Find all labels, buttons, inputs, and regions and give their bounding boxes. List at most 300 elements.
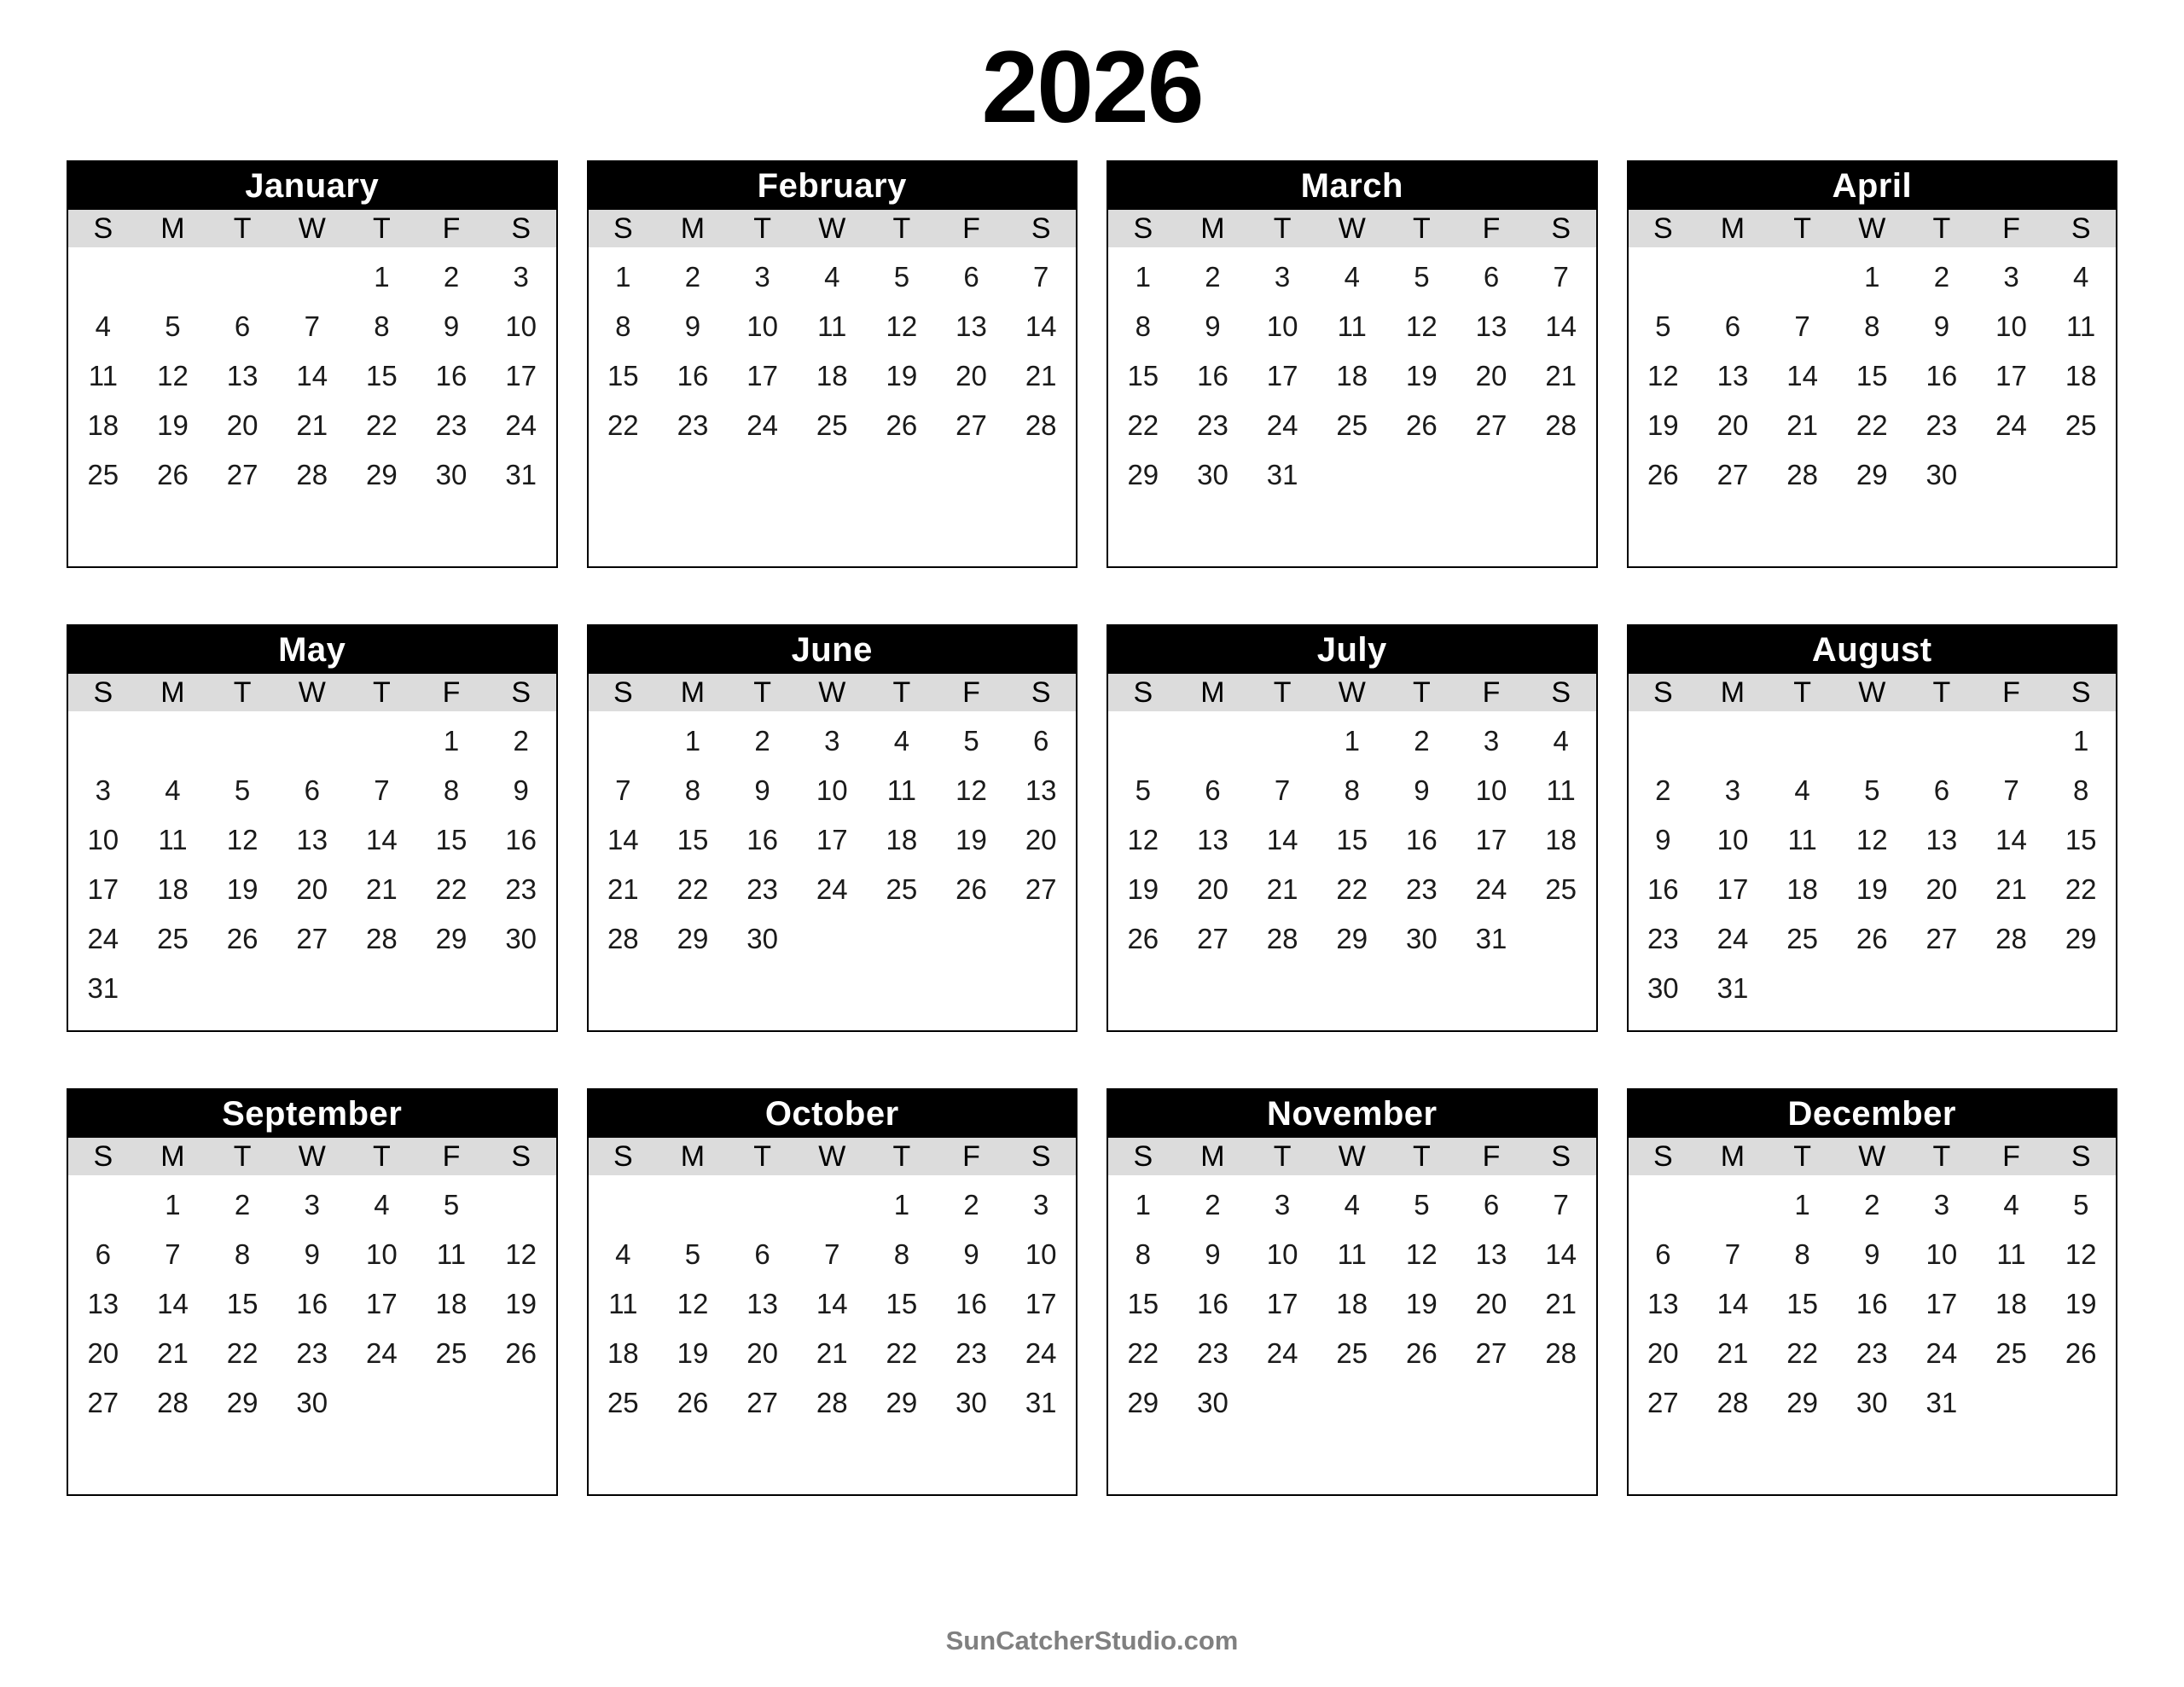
day-cell[interactable]: 30 bbox=[435, 459, 468, 490]
day-cell[interactable]: 18 bbox=[1545, 824, 1577, 855]
day-cell[interactable]: 22 bbox=[366, 409, 398, 441]
day-cell[interactable]: 14 bbox=[157, 1288, 189, 1319]
day-cell[interactable]: 11 bbox=[158, 824, 188, 855]
day-cell[interactable]: 16 bbox=[1647, 873, 1679, 905]
day-cell[interactable]: 27 bbox=[226, 459, 258, 490]
day-cell[interactable]: 19 bbox=[505, 1288, 537, 1319]
day-cell[interactable]: 28 bbox=[1025, 409, 1057, 441]
day-cell[interactable]: 21 bbox=[607, 873, 639, 905]
day-cell[interactable]: 18 bbox=[1336, 360, 1368, 391]
day-cell[interactable]: 11 bbox=[88, 360, 118, 391]
day-cell[interactable]: 14 bbox=[1545, 1238, 1577, 1270]
day-cell[interactable]: 15 bbox=[1856, 360, 1888, 391]
day-cell[interactable]: 20 bbox=[1716, 409, 1749, 441]
day-cell[interactable]: 12 bbox=[2065, 1238, 2097, 1270]
day-cell[interactable]: 19 bbox=[886, 360, 918, 391]
day-cell[interactable]: 2 bbox=[1205, 1189, 1221, 1220]
day-cell[interactable]: 25 bbox=[1336, 409, 1368, 441]
day-cell[interactable]: 24 bbox=[1266, 1337, 1298, 1369]
day-cell[interactable]: 3 bbox=[1483, 725, 1500, 757]
day-cell[interactable]: 29 bbox=[886, 1387, 918, 1418]
day-cell[interactable]: 14 bbox=[1266, 824, 1298, 855]
day-cell[interactable]: 24 bbox=[1475, 873, 1507, 905]
day-cell[interactable]: 12 bbox=[1856, 824, 1888, 855]
day-cell[interactable]: 4 bbox=[1794, 774, 1810, 806]
day-cell[interactable]: 18 bbox=[2065, 360, 2097, 391]
day-cell[interactable]: 7 bbox=[165, 1238, 181, 1270]
day-cell[interactable]: 25 bbox=[87, 459, 119, 490]
day-cell[interactable]: 11 bbox=[436, 1238, 467, 1270]
day-cell[interactable]: 16 bbox=[1926, 360, 1958, 391]
day-cell[interactable]: 1 bbox=[1344, 725, 1360, 757]
day-cell[interactable]: 22 bbox=[607, 409, 639, 441]
day-cell[interactable]: 17 bbox=[366, 1288, 398, 1319]
day-cell[interactable]: 1 bbox=[443, 725, 460, 757]
day-cell[interactable]: 17 bbox=[1926, 1288, 1958, 1319]
day-cell[interactable]: 3 bbox=[824, 725, 840, 757]
day-cell[interactable]: 27 bbox=[1716, 459, 1749, 490]
day-cell[interactable]: 8 bbox=[684, 774, 701, 806]
day-cell[interactable]: 11 bbox=[1787, 824, 1817, 855]
day-cell[interactable]: 23 bbox=[435, 409, 468, 441]
day-cell[interactable]: 29 bbox=[1127, 459, 1159, 490]
day-cell[interactable]: 25 bbox=[816, 409, 848, 441]
day-cell[interactable]: 18 bbox=[435, 1288, 468, 1319]
day-cell[interactable]: 1 bbox=[1864, 261, 1880, 293]
day-cell[interactable]: 5 bbox=[165, 310, 181, 342]
day-cell[interactable]: 29 bbox=[1336, 923, 1368, 954]
day-cell[interactable]: 24 bbox=[87, 923, 119, 954]
day-cell[interactable]: 16 bbox=[746, 824, 778, 855]
day-cell[interactable]: 19 bbox=[1406, 360, 1438, 391]
day-cell[interactable]: 24 bbox=[816, 873, 848, 905]
day-cell[interactable]: 12 bbox=[1406, 310, 1438, 342]
day-cell[interactable]: 24 bbox=[1716, 923, 1749, 954]
day-cell[interactable]: 10 bbox=[1926, 1238, 1958, 1270]
day-cell[interactable]: 12 bbox=[956, 774, 987, 806]
day-cell[interactable]: 19 bbox=[677, 1337, 709, 1369]
day-cell[interactable]: 26 bbox=[677, 1387, 709, 1418]
day-cell[interactable]: 25 bbox=[1336, 1337, 1368, 1369]
day-cell[interactable]: 1 bbox=[2072, 725, 2089, 757]
day-cell[interactable]: 17 bbox=[1266, 1288, 1298, 1319]
day-cell[interactable]: 4 bbox=[1344, 1189, 1360, 1220]
day-cell[interactable]: 24 bbox=[1266, 409, 1298, 441]
day-cell[interactable]: 13 bbox=[1647, 1288, 1679, 1319]
day-cell[interactable]: 10 bbox=[1025, 1238, 1057, 1270]
day-cell[interactable]: 27 bbox=[296, 923, 328, 954]
day-cell[interactable]: 9 bbox=[443, 310, 460, 342]
day-cell[interactable]: 23 bbox=[1406, 873, 1438, 905]
day-cell[interactable]: 26 bbox=[157, 459, 189, 490]
day-cell[interactable]: 6 bbox=[95, 1238, 111, 1270]
day-cell[interactable]: 9 bbox=[1864, 1238, 1880, 1270]
day-cell[interactable]: 19 bbox=[2065, 1288, 2097, 1319]
day-cell[interactable]: 30 bbox=[746, 923, 778, 954]
day-cell[interactable]: 3 bbox=[754, 261, 770, 293]
day-cell[interactable]: 5 bbox=[684, 1238, 701, 1270]
day-cell[interactable]: 26 bbox=[1127, 923, 1159, 954]
day-cell[interactable]: 5 bbox=[1414, 1189, 1430, 1220]
day-cell[interactable]: 14 bbox=[1995, 824, 2027, 855]
day-cell[interactable]: 17 bbox=[816, 824, 848, 855]
day-cell[interactable]: 14 bbox=[296, 360, 328, 391]
day-cell[interactable]: 6 bbox=[963, 261, 979, 293]
day-cell[interactable]: 19 bbox=[157, 409, 189, 441]
day-cell[interactable]: 18 bbox=[1995, 1288, 2027, 1319]
day-cell[interactable]: 27 bbox=[1475, 409, 1507, 441]
day-cell[interactable]: 24 bbox=[366, 1337, 398, 1369]
day-cell[interactable]: 23 bbox=[296, 1337, 328, 1369]
day-cell[interactable]: 26 bbox=[505, 1337, 537, 1369]
day-cell[interactable]: 1 bbox=[1135, 261, 1151, 293]
day-cell[interactable]: 29 bbox=[677, 923, 709, 954]
day-cell[interactable]: 17 bbox=[87, 873, 119, 905]
day-cell[interactable]: 13 bbox=[1475, 1238, 1507, 1270]
day-cell[interactable]: 6 bbox=[1483, 261, 1500, 293]
day-cell[interactable]: 2 bbox=[754, 725, 770, 757]
day-cell[interactable]: 6 bbox=[1655, 1238, 1671, 1270]
day-cell[interactable]: 20 bbox=[226, 409, 258, 441]
day-cell[interactable]: 2 bbox=[513, 725, 529, 757]
day-cell[interactable]: 3 bbox=[1274, 1189, 1291, 1220]
day-cell[interactable]: 28 bbox=[1545, 1337, 1577, 1369]
day-cell[interactable]: 1 bbox=[165, 1189, 181, 1220]
day-cell[interactable]: 28 bbox=[816, 1387, 848, 1418]
day-cell[interactable]: 1 bbox=[374, 261, 390, 293]
day-cell[interactable]: 15 bbox=[435, 824, 468, 855]
day-cell[interactable]: 4 bbox=[1344, 261, 1360, 293]
day-cell[interactable]: 17 bbox=[1995, 360, 2027, 391]
day-cell[interactable]: 1 bbox=[684, 725, 701, 757]
day-cell[interactable]: 9 bbox=[1933, 310, 1950, 342]
day-cell[interactable]: 10 bbox=[87, 824, 119, 855]
day-cell[interactable]: 28 bbox=[366, 923, 398, 954]
day-cell[interactable]: 17 bbox=[746, 360, 778, 391]
day-cell[interactable]: 21 bbox=[296, 409, 328, 441]
day-cell[interactable]: 15 bbox=[1127, 1288, 1159, 1319]
day-cell[interactable]: 29 bbox=[226, 1387, 258, 1418]
day-cell[interactable]: 26 bbox=[2065, 1337, 2097, 1369]
day-cell[interactable]: 21 bbox=[1716, 1337, 1749, 1369]
day-cell[interactable]: 6 bbox=[304, 774, 320, 806]
day-cell[interactable]: 28 bbox=[1786, 459, 1818, 490]
day-cell[interactable]: 27 bbox=[1475, 1337, 1507, 1369]
day-cell[interactable]: 11 bbox=[2066, 310, 2096, 342]
day-cell[interactable]: 8 bbox=[893, 1238, 910, 1270]
day-cell[interactable]: 3 bbox=[2003, 261, 2019, 293]
day-cell[interactable]: 18 bbox=[607, 1337, 639, 1369]
day-cell[interactable]: 5 bbox=[234, 774, 251, 806]
day-cell[interactable]: 13 bbox=[1926, 824, 1958, 855]
day-cell[interactable]: 16 bbox=[1856, 1288, 1888, 1319]
day-cell[interactable]: 27 bbox=[1926, 923, 1958, 954]
day-cell[interactable]: 30 bbox=[1856, 1387, 1888, 1418]
day-cell[interactable]: 29 bbox=[2065, 923, 2097, 954]
day-cell[interactable]: 30 bbox=[1197, 459, 1228, 490]
day-cell[interactable]: 30 bbox=[956, 1387, 987, 1418]
day-cell[interactable]: 18 bbox=[1786, 873, 1818, 905]
day-cell[interactable]: 16 bbox=[1197, 360, 1228, 391]
day-cell[interactable]: 26 bbox=[1856, 923, 1888, 954]
day-cell[interactable]: 15 bbox=[607, 360, 639, 391]
day-cell[interactable]: 13 bbox=[1475, 310, 1507, 342]
day-cell[interactable]: 11 bbox=[886, 774, 917, 806]
day-cell[interactable]: 7 bbox=[1032, 261, 1049, 293]
day-cell[interactable]: 14 bbox=[607, 824, 639, 855]
day-cell[interactable]: 14 bbox=[1716, 1288, 1749, 1319]
day-cell[interactable]: 2 bbox=[1655, 774, 1671, 806]
day-cell[interactable]: 22 bbox=[677, 873, 709, 905]
day-cell[interactable]: 13 bbox=[87, 1288, 119, 1319]
day-cell[interactable]: 19 bbox=[956, 824, 987, 855]
day-cell[interactable]: 7 bbox=[1724, 1238, 1741, 1270]
day-cell[interactable]: 23 bbox=[1856, 1337, 1888, 1369]
day-cell[interactable]: 13 bbox=[956, 310, 987, 342]
day-cell[interactable]: 9 bbox=[1655, 824, 1671, 855]
day-cell[interactable]: 1 bbox=[893, 1189, 910, 1220]
day-cell[interactable]: 9 bbox=[1414, 774, 1430, 806]
day-cell[interactable]: 21 bbox=[1545, 1288, 1577, 1319]
day-cell[interactable]: 5 bbox=[1135, 774, 1151, 806]
day-cell[interactable]: 20 bbox=[1926, 873, 1958, 905]
day-cell[interactable]: 21 bbox=[1995, 873, 2027, 905]
day-cell[interactable]: 28 bbox=[607, 923, 639, 954]
day-cell[interactable]: 6 bbox=[754, 1238, 770, 1270]
day-cell[interactable]: 31 bbox=[1926, 1387, 1958, 1418]
day-cell[interactable]: 12 bbox=[505, 1238, 537, 1270]
day-cell[interactable]: 19 bbox=[1856, 873, 1888, 905]
day-cell[interactable]: 10 bbox=[1475, 774, 1507, 806]
day-cell[interactable]: 4 bbox=[1553, 725, 1569, 757]
day-cell[interactable]: 16 bbox=[956, 1288, 987, 1319]
day-cell[interactable]: 5 bbox=[443, 1189, 460, 1220]
day-cell[interactable]: 24 bbox=[1926, 1337, 1958, 1369]
day-cell[interactable]: 23 bbox=[746, 873, 778, 905]
day-cell[interactable]: 4 bbox=[165, 774, 181, 806]
day-cell[interactable]: 9 bbox=[1205, 1238, 1221, 1270]
day-cell[interactable]: 13 bbox=[296, 824, 328, 855]
day-cell[interactable]: 30 bbox=[1406, 923, 1438, 954]
day-cell[interactable]: 22 bbox=[1127, 1337, 1159, 1369]
day-cell[interactable]: 7 bbox=[2003, 774, 2019, 806]
day-cell[interactable]: 24 bbox=[1025, 1337, 1057, 1369]
day-cell[interactable]: 11 bbox=[608, 1288, 638, 1319]
day-cell[interactable]: 6 bbox=[234, 310, 251, 342]
day-cell[interactable]: 9 bbox=[754, 774, 770, 806]
day-cell[interactable]: 5 bbox=[1655, 310, 1671, 342]
day-cell[interactable]: 7 bbox=[374, 774, 390, 806]
day-cell[interactable]: 10 bbox=[1716, 824, 1749, 855]
day-cell[interactable]: 7 bbox=[304, 310, 320, 342]
day-cell[interactable]: 25 bbox=[2065, 409, 2097, 441]
day-cell[interactable]: 31 bbox=[505, 459, 537, 490]
day-cell[interactable]: 8 bbox=[2072, 774, 2089, 806]
day-cell[interactable]: 22 bbox=[1336, 873, 1368, 905]
day-cell[interactable]: 18 bbox=[816, 360, 848, 391]
day-cell[interactable]: 22 bbox=[886, 1337, 918, 1369]
day-cell[interactable]: 5 bbox=[963, 725, 979, 757]
day-cell[interactable]: 6 bbox=[1483, 1189, 1500, 1220]
day-cell[interactable]: 31 bbox=[1716, 972, 1749, 1004]
day-cell[interactable]: 7 bbox=[1794, 310, 1810, 342]
day-cell[interactable]: 24 bbox=[746, 409, 778, 441]
day-cell[interactable]: 5 bbox=[1414, 261, 1430, 293]
day-cell[interactable]: 23 bbox=[1197, 409, 1228, 441]
day-cell[interactable]: 30 bbox=[505, 923, 537, 954]
day-cell[interactable]: 20 bbox=[1025, 824, 1057, 855]
day-cell[interactable]: 11 bbox=[817, 310, 847, 342]
day-cell[interactable]: 15 bbox=[1127, 360, 1159, 391]
day-cell[interactable]: 2 bbox=[684, 261, 701, 293]
day-cell[interactable]: 8 bbox=[1344, 774, 1360, 806]
day-cell[interactable]: 23 bbox=[1647, 923, 1679, 954]
day-cell[interactable]: 28 bbox=[1716, 1387, 1749, 1418]
day-cell[interactable]: 10 bbox=[366, 1238, 398, 1270]
day-cell[interactable]: 25 bbox=[1545, 873, 1577, 905]
day-cell[interactable]: 4 bbox=[2072, 261, 2089, 293]
day-cell[interactable]: 22 bbox=[1127, 409, 1159, 441]
day-cell[interactable]: 26 bbox=[1406, 1337, 1438, 1369]
day-cell[interactable]: 8 bbox=[1135, 1238, 1151, 1270]
day-cell[interactable]: 22 bbox=[226, 1337, 258, 1369]
day-cell[interactable]: 13 bbox=[746, 1288, 778, 1319]
day-cell[interactable]: 15 bbox=[886, 1288, 918, 1319]
day-cell[interactable]: 23 bbox=[505, 873, 537, 905]
day-cell[interactable]: 10 bbox=[1995, 310, 2027, 342]
day-cell[interactable]: 10 bbox=[505, 310, 537, 342]
day-cell[interactable]: 8 bbox=[1794, 1238, 1810, 1270]
day-cell[interactable]: 9 bbox=[684, 310, 701, 342]
day-cell[interactable]: 21 bbox=[816, 1337, 848, 1369]
day-cell[interactable]: 16 bbox=[677, 360, 709, 391]
day-cell[interactable]: 30 bbox=[1647, 972, 1679, 1004]
day-cell[interactable]: 9 bbox=[513, 774, 529, 806]
day-cell[interactable]: 30 bbox=[1926, 459, 1958, 490]
day-cell[interactable]: 28 bbox=[1995, 923, 2027, 954]
day-cell[interactable]: 21 bbox=[1545, 360, 1577, 391]
day-cell[interactable]: 19 bbox=[1647, 409, 1679, 441]
day-cell[interactable]: 30 bbox=[296, 1387, 328, 1418]
day-cell[interactable]: 8 bbox=[1135, 310, 1151, 342]
day-cell[interactable]: 13 bbox=[226, 360, 258, 391]
day-cell[interactable]: 20 bbox=[87, 1337, 119, 1369]
day-cell[interactable]: 14 bbox=[366, 824, 398, 855]
day-cell[interactable]: 2 bbox=[1205, 261, 1221, 293]
day-cell[interactable]: 13 bbox=[1197, 824, 1228, 855]
day-cell[interactable]: 15 bbox=[677, 824, 709, 855]
day-cell[interactable]: 14 bbox=[1025, 310, 1057, 342]
day-cell[interactable]: 11 bbox=[1996, 1238, 2026, 1270]
day-cell[interactable]: 2 bbox=[443, 261, 460, 293]
day-cell[interactable]: 25 bbox=[607, 1387, 639, 1418]
day-cell[interactable]: 20 bbox=[746, 1337, 778, 1369]
day-cell[interactable]: 26 bbox=[226, 923, 258, 954]
day-cell[interactable]: 21 bbox=[1025, 360, 1057, 391]
day-cell[interactable]: 29 bbox=[1786, 1387, 1818, 1418]
day-cell[interactable]: 29 bbox=[1127, 1387, 1159, 1418]
day-cell[interactable]: 14 bbox=[1786, 360, 1818, 391]
day-cell[interactable]: 4 bbox=[374, 1189, 390, 1220]
day-cell[interactable]: 27 bbox=[87, 1387, 119, 1418]
day-cell[interactable]: 3 bbox=[1933, 1189, 1950, 1220]
day-cell[interactable]: 7 bbox=[824, 1238, 840, 1270]
day-cell[interactable]: 12 bbox=[886, 310, 918, 342]
day-cell[interactable]: 4 bbox=[893, 725, 910, 757]
day-cell[interactable]: 18 bbox=[87, 409, 119, 441]
day-cell[interactable]: 2 bbox=[963, 1189, 979, 1220]
day-cell[interactable]: 15 bbox=[226, 1288, 258, 1319]
day-cell[interactable]: 11 bbox=[1337, 310, 1367, 342]
day-cell[interactable]: 15 bbox=[2065, 824, 2097, 855]
day-cell[interactable]: 10 bbox=[816, 774, 848, 806]
day-cell[interactable]: 22 bbox=[435, 873, 468, 905]
day-cell[interactable]: 13 bbox=[1025, 774, 1057, 806]
day-cell[interactable]: 5 bbox=[893, 261, 910, 293]
day-cell[interactable]: 20 bbox=[1197, 873, 1228, 905]
day-cell[interactable]: 29 bbox=[1856, 459, 1888, 490]
day-cell[interactable]: 4 bbox=[615, 1238, 631, 1270]
day-cell[interactable]: 18 bbox=[886, 824, 918, 855]
day-cell[interactable]: 25 bbox=[886, 873, 918, 905]
day-cell[interactable]: 2 bbox=[1414, 725, 1430, 757]
day-cell[interactable]: 4 bbox=[95, 310, 111, 342]
day-cell[interactable]: 5 bbox=[1864, 774, 1880, 806]
day-cell[interactable]: 25 bbox=[1995, 1337, 2027, 1369]
day-cell[interactable]: 3 bbox=[1724, 774, 1741, 806]
day-cell[interactable]: 7 bbox=[1274, 774, 1291, 806]
day-cell[interactable]: 26 bbox=[886, 409, 918, 441]
day-cell[interactable]: 27 bbox=[1025, 873, 1057, 905]
day-cell[interactable]: 17 bbox=[1266, 360, 1298, 391]
day-cell[interactable]: 26 bbox=[1406, 409, 1438, 441]
day-cell[interactable]: 12 bbox=[677, 1288, 709, 1319]
day-cell[interactable]: 16 bbox=[505, 824, 537, 855]
day-cell[interactable]: 29 bbox=[435, 923, 468, 954]
day-cell[interactable]: 25 bbox=[1786, 923, 1818, 954]
day-cell[interactable]: 28 bbox=[157, 1387, 189, 1418]
day-cell[interactable]: 21 bbox=[157, 1337, 189, 1369]
day-cell[interactable]: 24 bbox=[1995, 409, 2027, 441]
day-cell[interactable]: 23 bbox=[956, 1337, 987, 1369]
day-cell[interactable]: 28 bbox=[296, 459, 328, 490]
day-cell[interactable]: 1 bbox=[1135, 1189, 1151, 1220]
day-cell[interactable]: 13 bbox=[1716, 360, 1749, 391]
day-cell[interactable]: 17 bbox=[1475, 824, 1507, 855]
day-cell[interactable]: 7 bbox=[1553, 1189, 1569, 1220]
day-cell[interactable]: 2 bbox=[1864, 1189, 1880, 1220]
day-cell[interactable]: 24 bbox=[505, 409, 537, 441]
day-cell[interactable]: 20 bbox=[956, 360, 987, 391]
day-cell[interactable]: 25 bbox=[157, 923, 189, 954]
day-cell[interactable]: 6 bbox=[1933, 774, 1950, 806]
day-cell[interactable]: 26 bbox=[956, 873, 987, 905]
day-cell[interactable]: 19 bbox=[226, 873, 258, 905]
day-cell[interactable]: 27 bbox=[1197, 923, 1228, 954]
day-cell[interactable]: 12 bbox=[1406, 1238, 1438, 1270]
day-cell[interactable]: 25 bbox=[435, 1337, 468, 1369]
day-cell[interactable]: 10 bbox=[1266, 310, 1298, 342]
day-cell[interactable]: 20 bbox=[296, 873, 328, 905]
day-cell[interactable]: 27 bbox=[956, 409, 987, 441]
day-cell[interactable]: 2 bbox=[1933, 261, 1950, 293]
day-cell[interactable]: 21 bbox=[366, 873, 398, 905]
day-cell[interactable]: 10 bbox=[1266, 1238, 1298, 1270]
day-cell[interactable]: 22 bbox=[1856, 409, 1888, 441]
day-cell[interactable]: 3 bbox=[304, 1189, 320, 1220]
day-cell[interactable]: 7 bbox=[1553, 261, 1569, 293]
day-cell[interactable]: 15 bbox=[1336, 824, 1368, 855]
